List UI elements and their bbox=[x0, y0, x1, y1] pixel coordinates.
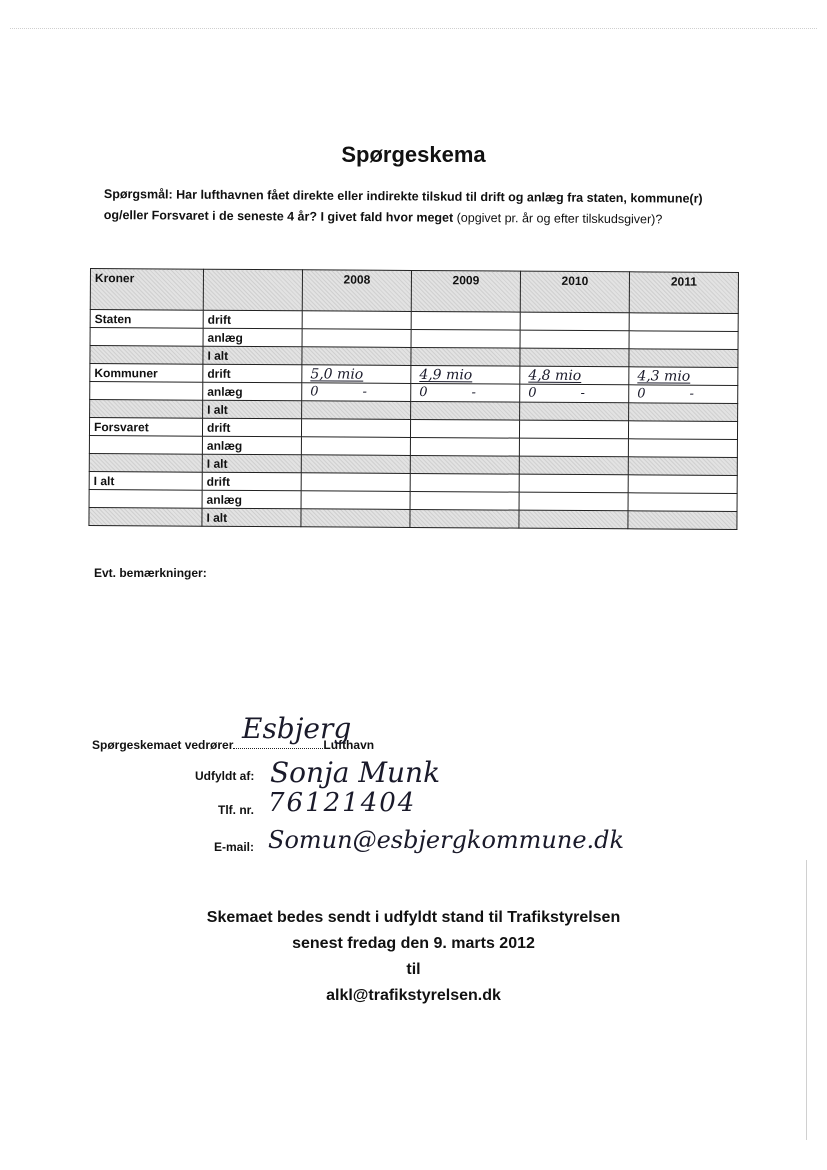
value-cell bbox=[520, 402, 629, 421]
handwritten-dash: - bbox=[580, 385, 585, 402]
row-label: I alt bbox=[202, 508, 301, 527]
value-cell bbox=[301, 509, 410, 528]
value-cell bbox=[629, 367, 738, 386]
value-cell bbox=[302, 401, 411, 420]
udfyldt-label: Udfyldt af: bbox=[195, 769, 255, 783]
value-cell bbox=[301, 419, 410, 438]
footer-line-2: senest fredag den 9. marts 2012 bbox=[292, 935, 535, 952]
group-blank-cell bbox=[90, 328, 203, 347]
row-label: I alt bbox=[202, 454, 301, 473]
handwritten-value bbox=[524, 367, 581, 383]
udfyldt-value: Sonja Munk bbox=[270, 756, 441, 789]
question-normal: (opgivet pr. år og efter tilskudsgiver)? bbox=[456, 210, 663, 227]
handwritten-dash: - bbox=[362, 384, 367, 400]
group-label: Staten bbox=[90, 310, 203, 329]
footer-line-3: til bbox=[406, 961, 421, 978]
handwritten-value-text: 5,0 mio bbox=[310, 365, 364, 383]
question-text bbox=[104, 184, 734, 231]
year-header-2011: 2011 bbox=[629, 272, 738, 314]
value-cell bbox=[629, 349, 738, 368]
value-cell bbox=[628, 493, 737, 512]
handwritten-value-text: 0 bbox=[419, 385, 428, 401]
handwritten-dash: - bbox=[471, 385, 476, 401]
value-cell bbox=[301, 437, 410, 456]
year-header-2008: 2008 bbox=[302, 270, 411, 312]
group-blank-cell bbox=[90, 400, 203, 419]
footer-line-1: Skemaet bedes sendt i udfyldt stand til Trafikstyrelsen bbox=[206, 909, 621, 926]
subsidy-table bbox=[88, 268, 739, 530]
footer-email: alkl@trafikstyrelsen.dk bbox=[326, 987, 501, 1004]
email-label: E-mail: bbox=[214, 840, 255, 854]
value-cell bbox=[410, 419, 519, 438]
value-cell bbox=[628, 457, 737, 476]
table-row bbox=[89, 507, 737, 529]
value-cell bbox=[628, 421, 737, 440]
row-label: I alt bbox=[203, 346, 302, 365]
row-label: I alt bbox=[203, 400, 302, 419]
value-cell bbox=[410, 509, 519, 528]
page-title: Spørgeskema bbox=[341, 142, 486, 167]
value-cell bbox=[410, 437, 519, 456]
tlf-value: 76121404 bbox=[268, 788, 417, 818]
value-cell bbox=[520, 330, 629, 349]
subsidy-table-wrap bbox=[88, 268, 739, 530]
value-cell bbox=[302, 365, 411, 384]
value-cell bbox=[629, 313, 738, 332]
value-cell bbox=[411, 329, 520, 348]
value-cell bbox=[410, 455, 519, 474]
value-cell bbox=[628, 475, 737, 494]
value-cell bbox=[301, 455, 410, 474]
handwritten-value bbox=[524, 386, 585, 401]
group-blank-cell bbox=[89, 489, 202, 508]
group-blank-cell bbox=[90, 346, 203, 365]
group-blank-cell bbox=[89, 507, 202, 526]
value-cell bbox=[301, 491, 410, 510]
handwritten-value bbox=[633, 368, 690, 384]
value-cell bbox=[629, 385, 738, 404]
group-label: Kommuner bbox=[90, 364, 203, 383]
value-cell bbox=[302, 329, 411, 348]
value-cell bbox=[628, 511, 737, 530]
handwritten-value-text: 0 bbox=[637, 386, 646, 402]
question-bold: Spørgsmål: Har lufthavnen fået direkte eller indirekte tilskud til drift og anlæg fra staten, kommune(r) og/eller Forsvaret i de seneste 4 år? I givet fald hvor meget bbox=[103, 186, 703, 225]
value-cell bbox=[520, 312, 629, 331]
value-cell bbox=[302, 311, 411, 330]
value-cell bbox=[520, 384, 629, 403]
row-label: anlæg bbox=[202, 490, 301, 509]
value-cell bbox=[410, 473, 519, 492]
remarks-label: Evt. bemærkninger: bbox=[94, 566, 207, 580]
handwritten-value bbox=[306, 384, 367, 399]
header-blank-cell bbox=[203, 269, 302, 311]
table-header-row bbox=[90, 269, 738, 314]
row-label: anlæg bbox=[202, 436, 301, 455]
scan-top-edge bbox=[10, 28, 817, 29]
value-cell bbox=[519, 492, 628, 511]
handwritten-value-text: 4,9 mio bbox=[419, 366, 473, 383]
value-cell bbox=[302, 347, 411, 366]
email-value: Somun@esbjergkommune.dk bbox=[268, 826, 625, 854]
value-cell bbox=[411, 311, 520, 330]
group-label: Forsvaret bbox=[89, 418, 202, 437]
row-label: drift bbox=[202, 418, 301, 437]
handwritten-value bbox=[415, 385, 476, 400]
corner-label: Kroner bbox=[90, 269, 203, 311]
value-cell bbox=[411, 383, 520, 402]
handwritten-value-text: 0 bbox=[528, 385, 537, 401]
lufthavn-label: Lufthavn bbox=[323, 738, 375, 752]
value-cell bbox=[301, 473, 410, 492]
value-cell bbox=[411, 365, 520, 384]
row-label: drift bbox=[203, 310, 302, 329]
value-cell bbox=[628, 439, 737, 458]
row-label: drift bbox=[202, 472, 301, 491]
value-cell bbox=[302, 383, 411, 402]
handwritten-value-text: 4,3 mio bbox=[637, 367, 691, 385]
value-cell bbox=[411, 347, 520, 366]
row-label: anlæg bbox=[203, 328, 302, 347]
vedrorer-label: Spørgeskemaet vedrører bbox=[92, 738, 234, 752]
group-blank-cell bbox=[89, 435, 202, 454]
footer bbox=[0, 905, 827, 1009]
handwritten-value-text: 4,8 mio bbox=[528, 367, 582, 384]
value-cell bbox=[519, 438, 628, 457]
handwritten-value bbox=[306, 366, 363, 382]
row-label: anlæg bbox=[203, 382, 302, 401]
row-label: drift bbox=[203, 364, 302, 383]
tlf-label: Tlf. nr. bbox=[218, 803, 254, 817]
handwritten-value bbox=[633, 386, 694, 401]
group-blank-cell bbox=[90, 382, 203, 401]
value-cell bbox=[519, 420, 628, 439]
handwritten-dash: - bbox=[689, 386, 694, 402]
group-blank-cell bbox=[89, 453, 202, 472]
year-header-2009: 2009 bbox=[411, 270, 520, 312]
value-cell bbox=[629, 331, 738, 350]
handwritten-value bbox=[415, 366, 472, 382]
value-cell bbox=[519, 456, 628, 475]
value-cell bbox=[520, 366, 629, 385]
value-cell bbox=[410, 491, 519, 510]
value-cell bbox=[629, 403, 738, 422]
group-label: I alt bbox=[89, 471, 202, 490]
value-cell bbox=[519, 510, 628, 529]
value-cell bbox=[519, 474, 628, 493]
value-cell bbox=[411, 401, 520, 420]
value-cell bbox=[520, 348, 629, 367]
vedrorer-value: Esbjerg bbox=[242, 712, 352, 745]
year-header-2010: 2010 bbox=[520, 271, 629, 313]
handwritten-value-text: 0 bbox=[310, 384, 319, 400]
